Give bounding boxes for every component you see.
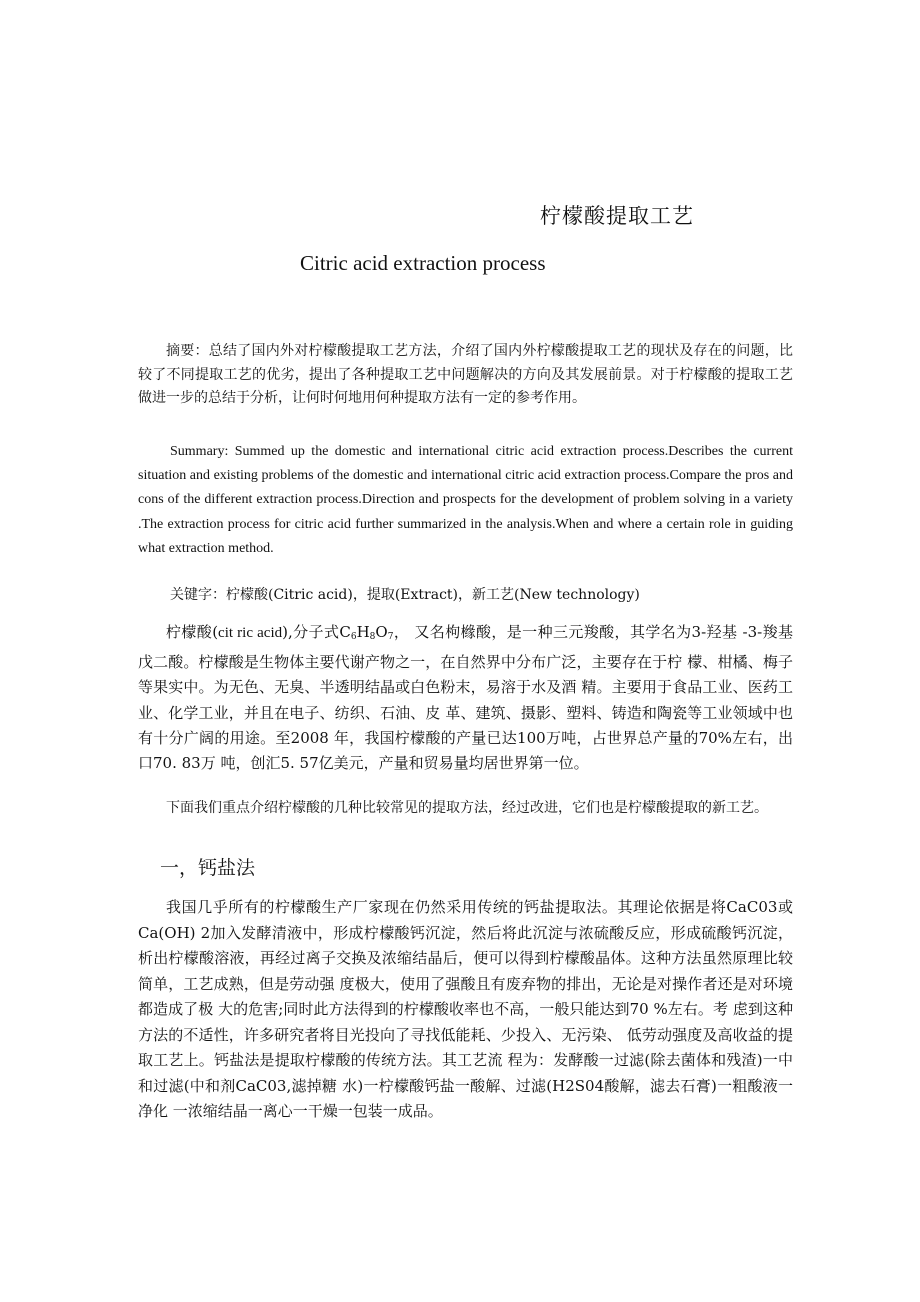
abstract-english: Summary: Summed up the domestic and international citric acid extraction process.Describes the current situation and existing problems of the domestic and international citric acid extraction process.Compare the pros and cons of the different extraction process.Direction and prospects for the development of problem solving in a variety .The extraction process for citric acid further summarized in the analysis.When and where a certain role in guiding what extraction method. [138,444,793,556]
section-body-calcium-salt: 我国几乎所有的柠檬酸生产厂家现在仍然采用传统的钙盐提取法。其理论依据是将CaC03或Ca(OH) 2加入发酵清液中，形成柠檬酸钙沉淀，然后将此沉淀与浓硫酸反应，形成硫酸钙沉淀，析出柠檬酸溶液，再经过离子交换及浓缩结晶后，便可以得到柠檬酸晶体。这种方法虽然原理比较简单，工艺成熟，但是劳动强 度极大，使用了强酸且有废弃物的排出，无论是对操作者还是对环境都造成了极 大的危害;同时此方法得到的柠檬酸收率也不高，一般只能达到70 %左右。考 虑到这种方法的不适性，许多研究者将目光投向了寻找低能耗、少投入、无污染、 低劳动强度及高收益的提取工艺上。钙盐法是提取柠檬酸的传统方法。其工艺流 程为：发酵酸一过滤(除去菌体和残渣)一中和过滤(中和剂CaC03,滤掉糖 水)一柠檬酸钙盐一酸解、过滤(H2S04酸解，滤去石膏)一粗酸液一净化 一浓缩结晶一离心一干燥一包装一成品。 [138,898,793,1120]
transition-paragraph: 下面我们重点介绍柠檬酸的几种比较常见的提取方法，经过改进，它们也是柠檬酸提取的新工艺。 [166,800,768,816]
intro-text-c: ， 又名枸橼酸，是一种三元羧酸，其学名为3-羟基 -3-羧基戊二酸。柠檬酸是生物体主要代谢产物之一，在自然界中分布广泛，主要存在于柠 檬、柑橘、梅子等果实中。为无色、无臭、半透明结晶或白色粉末，易溶于水及酒 精。主要用于食品工业、医药工业、化学工业，并且在电子、纺织、石油、皮 革、建筑、摄影、塑料、铸造和陶瓷等工业领域中也有十分广阔的用途。至2008 年，我国柠檬酸的产量已达100万吨，占世界总产量的70%左右，出口70. 83万 吨，创汇5. 57亿美元，产量和贸易量均居世界第一位。 [138,623,793,773]
formula-h: H [356,623,370,641]
intro-text-a: 柠檬酸( [166,623,219,641]
intro-text-b: ),分子式C [282,623,351,641]
formula-subscript-8: 8 [369,632,376,642]
keywords-line: 关键字：柠檬酸(Citric acid)，提取(Extract)，新工艺(New technology) [170,587,640,603]
formula-subscript-7: 7 [387,632,394,642]
formula-subscript-6: 6 [350,632,357,642]
intro-paragraph [138,620,793,776]
abstract-chinese: 摘要：总结了国内外对柠檬酸提取工艺方法，介绍了国内外柠檬酸提取工艺的现状及存在的问题，比较了不同提取工艺的优劣，提出了各种提取工艺中问题解决的方向及其发展前景。对于柠檬酸的提取工艺做进一步的总结于分析，让何时何地用何种提取方法有一定的参考作用。 [138,343,793,406]
intro-text-english: cit ric acid [218,625,283,641]
document-title-english: Citric acid extraction process [300,251,546,275]
section-heading-calcium-salt: 一，钙盐法 [160,857,256,879]
document-title-chinese: 柠檬酸提取工艺 [540,204,694,228]
formula-o: O [375,623,388,641]
